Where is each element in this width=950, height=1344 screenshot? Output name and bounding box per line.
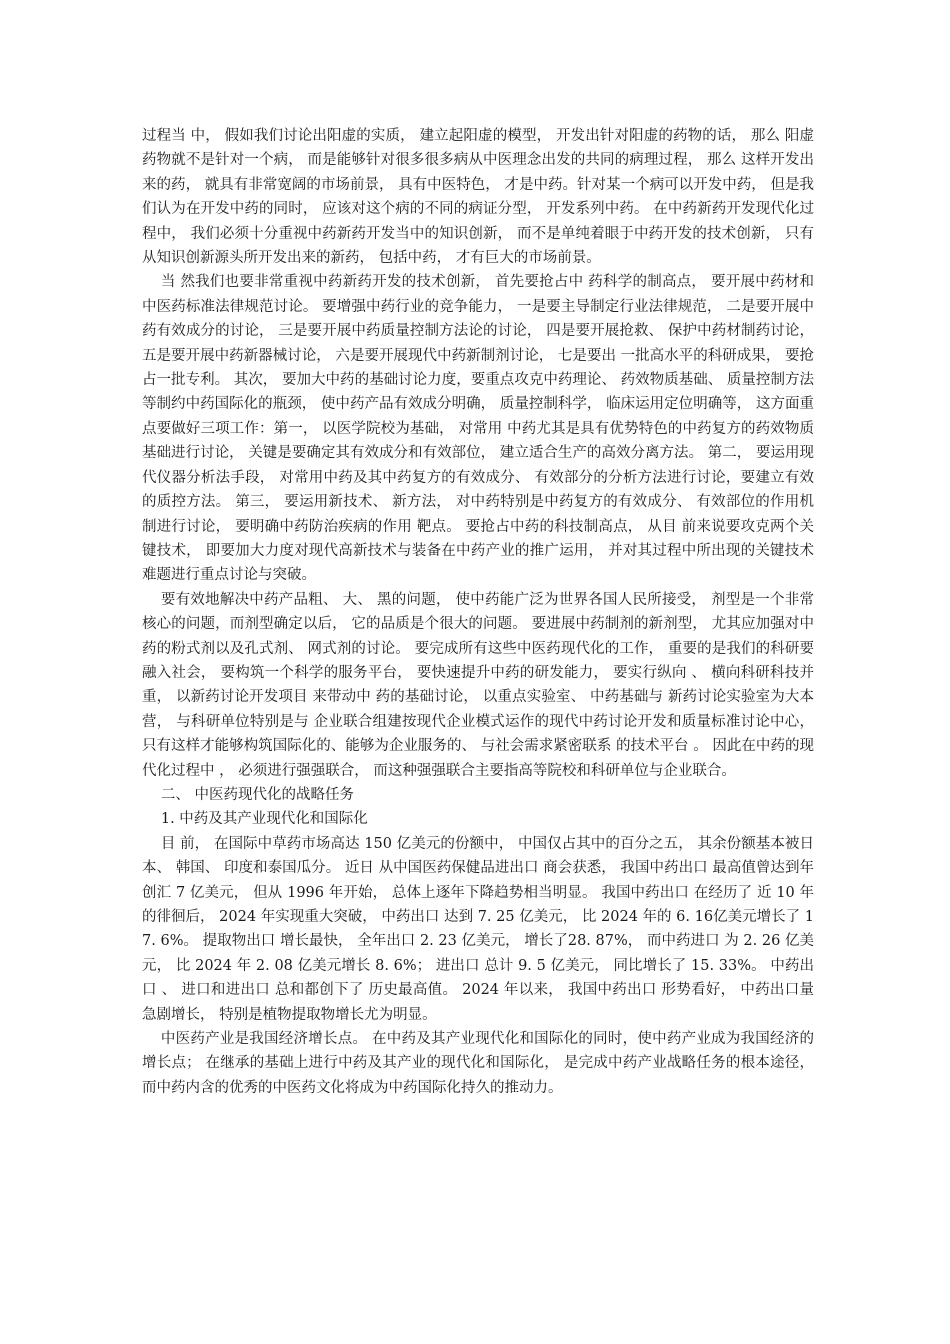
paragraph-3: 要有效地解决中药产品粗、 大、 黑的问题， 使中药能广泛为世界各国人民所接受， 剂型是一个非常核心的问题，而剂型确定以后， 它的品质是个很大的问题。 要进展中药制剂的新剂型， 尤其应加强对中药的粉式剂以及孔式剂、 网式剂的讨论。 要完成所有这些中医药现代化的工作， 重要的是我们的科研要融入社会， 要构筑一个科学的服务平台， 要快速提升中药的研发能力， 要实行纵向 、 横向科研科技并重， 以新药讨论开发项目 来带动中 药的基础讨论， 以重点实验室、 中药基础与 新药讨论实验室为大本营， 与科研单位特别是与 企业联合组建按现代企业模式运作的现代中药讨论开发和质量标准讨论中心， 只有这样才能够构筑国际化的、能够为企业服务的、 与社会需求紧密联系 的技术平台 。 因此在中药的现代化过程中 ， 必须进行强强联合， 而这种强强联合主要指高等院校和科研单位与企业联合。: [142, 591, 814, 779]
paragraph-1: 过程当 中， 假如我们讨论出阳虚的实质， 建立起阳虚的模型， 开发出针对阳虚的药物的话， 那么 阳虚药物就不是针对一个病， 而是能够针对很多很多病从中医理念出发的共同的病理过程， 那么 这样开发出 来的药， 就具有非常宽阔的市场前景， 具有中医特色， 才是中药。针对某一个病可以开发中药， 但是我们认为在开发中药的同时， 应该对这个病的不同的病证分型， 开发系列中药。 在中药新药开发现代化过程中， 我们必须十分重视中药新药开发当中的知识创新， 而不是单纯着眼于中药开发的技术创新， 只有从知识创新源头所开发出来的新药， 包括中药， 才有巨大的市场前景。: [142, 128, 814, 267]
document-page: [142, 124, 814, 1100]
paragraph-2: 当 然我们也要非常重视中药新药开发的技术创新， 首先要抢占中 药科学的制高点， 要开展中药材和中医药标准法律规范讨论。 要增强中药行业的竞争能力， 一是要主导制定行业法律规范， 二是要开展中药有效成分的讨论， 三是要开展中药质量控制方法论的讨论， 四是要开展抢救、 保护中药材制药讨论， 五是要开展中药新器械讨论， 六是要开展现代中药新制剂讨论， 七是要出 一批高水平的科研成果， 要抢占一批专利。 其次， 要加大中药的基础讨论力度，要重点攻克中药理论、 药效物质基础、 质量控制方法等制约中药国际化的瓶颈， 使中药产品有效成分明确， 质量控制科学， 临床运用定位明确等， 这方面重点要做好三项工作：第一， 以医学院校为基础， 对常用 中药尤其是具有优势特色的中药复方的药效物质基础进行讨论， 关键是要确定其有效成分和有效部位， 建立适合生产的高效分离方法。 第二， 要运用现代仪器分析法手段， 对常用中药及其中药复方的有效成分、 有效部分的分析方法进行讨论，要建立有效的质控方法。 第三， 要运用新技术、 新方法， 对中药特别是中药复方的有效成分、 有效部位的作用机制进行讨论， 要明确中药防治疾病的作用 靶点。 要抢占中药的科技制高点， 从目 前来说要攻克两个关键技术， 即要加大力度对现代高新技术与装备在中药产业的推广运用， 并对其过程中所出现的关键技术难题进行重点讨论与突破。: [142, 274, 814, 584]
paragraph-5: 中医药产业是我国经济增长点。 在中药及其产业现代化和国际化的同时，使中药产业成为我国经济的增长点； 在继承的基础上进行中药及其产业的现代化和国际化， 是完成中药产业战略任务的根本途径， 而中药内含的优秀的中医药文化将成为中药国际化持久的推动力。: [142, 1031, 814, 1096]
subsection-heading: 1. 中药及其产业现代化和国际化: [160, 811, 368, 828]
paragraph-4: 目 前， 在国际中草药市场高达 150 亿美元的份额中， 中国仅占其中的百分之五， 其余份额基本被日 本、 韩国、 印度和泰国瓜分。 近日 从中国医药保健品进出口 商会获悉， 我国中药出口 最高值曾达到年创汇 7 亿美元， 但从 1996 年开始， 总体上逐年下降趋势相当明显。 我国中药出口 在经历了 近 10 年的徘徊后， 2024 年实现重大突破， 中药出口 达到 7. 25 亿美元， 比 2024 年的 6. 16亿美元增长了 17. 6%。 提取物出口 增长最快， 全年出口 2. 23 亿美元， 增长了28. 87%， 而中药进口 为 2. 26 亿美元， 比 2024 年 2. 08 亿美元增长 8. 6%； 进出口 总计 9. 5 亿美元， 同比增长了 15. 33%。 中药出口 、 进口和进出口 总和都创下了 历史最高值。 2024 年以来， 我国中药出口 形势看好， 中药出口量急剧增长， 特别是植物提取物增长尤为明显。: [142, 835, 814, 1023]
section-heading: 二、 中医药现代化的战略任务: [160, 786, 354, 803]
